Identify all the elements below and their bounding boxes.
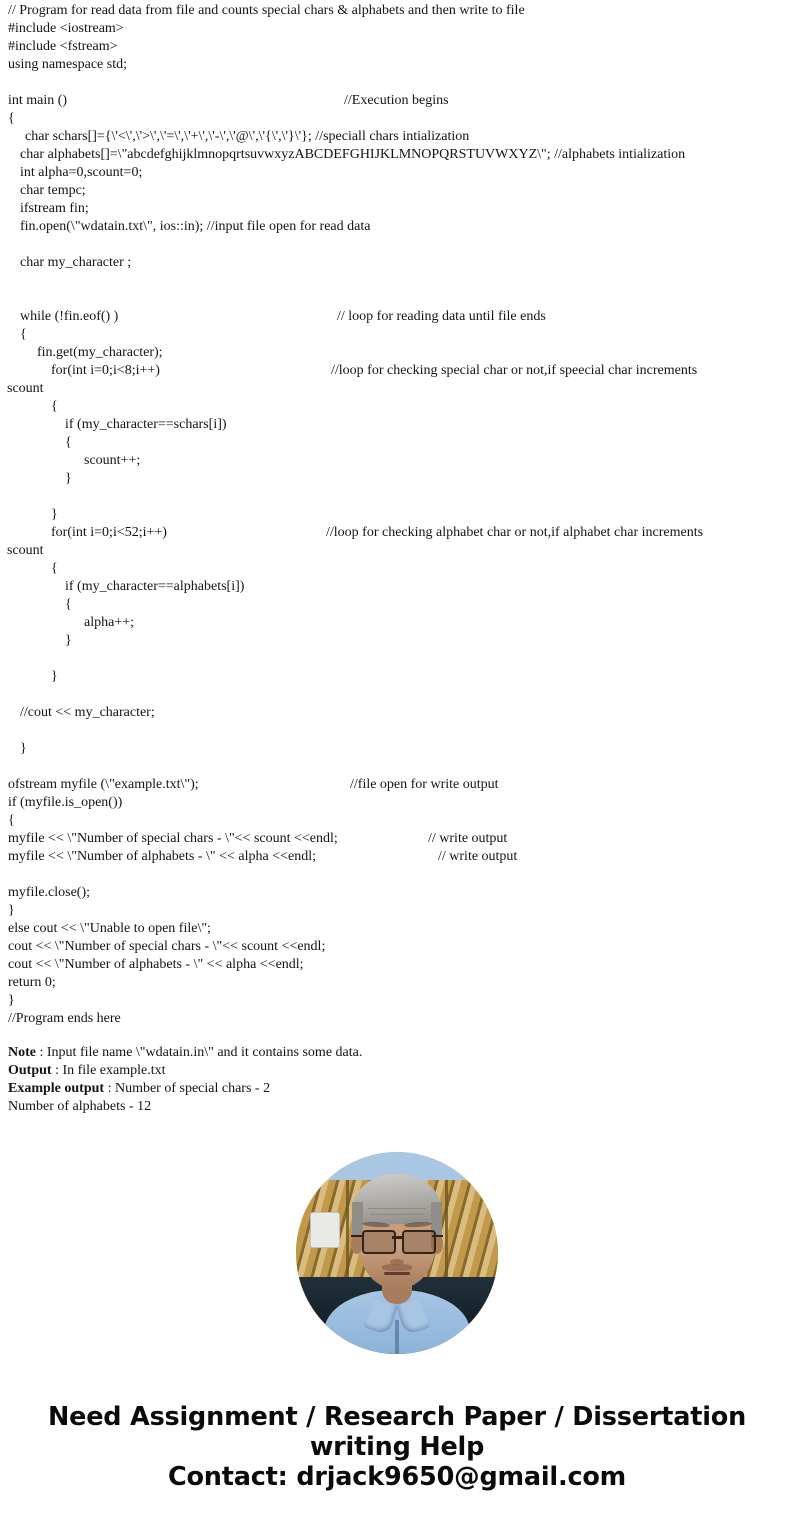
- code-text: using namespace std;: [8, 57, 127, 72]
- code-text: myfile << \"Number of special chars - \"<< scount <<endl;: [8, 831, 338, 846]
- photo-glasses-lens: [362, 1230, 396, 1254]
- code-comment: //file open for write output: [350, 777, 499, 792]
- code-line: [0, 758, 794, 776]
- code-line: [0, 884, 794, 902]
- code-line: [0, 362, 794, 380]
- code-text: if (my_character==alphabets[i]): [65, 579, 245, 594]
- code-text: }: [8, 903, 15, 918]
- code-line: [0, 524, 794, 542]
- code-comment: //Execution begins: [344, 93, 449, 108]
- code-comment: // write output: [438, 849, 518, 864]
- code-text: for(int i=0;i<8;i++): [51, 363, 160, 378]
- code-line: [0, 200, 794, 218]
- code-text: }: [65, 471, 72, 486]
- code-line: [0, 272, 794, 290]
- code-line: [0, 830, 794, 848]
- code-text: //Program ends here: [8, 1011, 121, 1026]
- note-line: [0, 1062, 794, 1080]
- photo-glasses-bridge: [392, 1236, 402, 1239]
- code-text: }: [51, 507, 58, 522]
- code-text: {: [65, 435, 72, 450]
- code-line: [0, 812, 794, 830]
- code-line: [0, 20, 794, 38]
- code-line: [0, 866, 794, 884]
- code-line: [0, 2, 794, 20]
- note-line: [0, 1098, 794, 1116]
- presenter-photo: [296, 1152, 498, 1354]
- code-line: [0, 578, 794, 596]
- code-text: fin.open(\"wdatain.txt\", ios::in); //input file open for read data: [20, 219, 371, 234]
- code-text: {: [51, 399, 58, 414]
- code-text: cout << \"Number of special chars - \"<< scount <<endl;: [8, 939, 326, 954]
- code-line: [0, 632, 794, 650]
- code-text: myfile << \"Number of alphabets - \" << alpha <<endl;: [8, 849, 317, 864]
- note-label: Output: [8, 1063, 52, 1078]
- code-line: [0, 488, 794, 506]
- code-line: [0, 920, 794, 938]
- code-comment: // write output: [428, 831, 508, 846]
- code-comment: //loop for checking special char or not,if speecial char increments: [331, 363, 698, 378]
- code-text: ifstream fin;: [20, 201, 89, 216]
- photo-switch-plate: [310, 1212, 340, 1248]
- code-text: scount++;: [84, 453, 141, 468]
- code-line: [0, 848, 794, 866]
- code-text: #include <iostream>: [8, 21, 124, 36]
- photo-glasses-lens: [402, 1230, 436, 1254]
- photo-glasses-temple: [432, 1235, 443, 1237]
- code-text: char schars[]={\'<\',\'>\',\'=\',\'+\',\'-\',\'@\',\'{\',\'}\'}; //speciall chars intialization: [25, 129, 470, 144]
- code-line: [0, 1010, 794, 1028]
- code-text: myfile.close();: [8, 885, 91, 900]
- code-line: [0, 308, 794, 326]
- note-label: Example output: [8, 1081, 105, 1096]
- code-line: [0, 38, 794, 56]
- code-line: [0, 956, 794, 974]
- code-line: [0, 938, 794, 956]
- code-text: int alpha=0,scount=0;: [20, 165, 143, 180]
- code-comment: // loop for reading data until file ends: [337, 309, 546, 324]
- code-text: for(int i=0;i<52;i++): [51, 525, 167, 540]
- code-comment: //loop for checking alphabet char or not,if alphabet char increments: [326, 525, 704, 540]
- note-label: Note: [8, 1045, 36, 1060]
- code-line: [0, 218, 794, 236]
- code-line: [0, 344, 794, 362]
- code-text: return 0;: [8, 975, 56, 990]
- code-line: [0, 614, 794, 632]
- note-text: Number of alphabets - 12: [8, 1099, 152, 1114]
- code-text: }: [20, 741, 27, 756]
- notes-section: [0, 1044, 794, 1116]
- code-text: {: [8, 813, 15, 828]
- code-line: [0, 434, 794, 452]
- code-text: else cout << \"Unable to open file\";: [8, 921, 211, 936]
- code-line: [0, 650, 794, 668]
- code-line: [0, 776, 794, 794]
- code-line: [0, 380, 794, 398]
- code-text: ofstream myfile (\"example.txt\");: [8, 777, 199, 792]
- note-text: : In file example.txt: [51, 1063, 166, 1078]
- code-text: char alphabets[]=\"abcdefghijklmnopqrtsuvwxyzABCDEFGHIJKLMNOPQRSTUVWXYZ\"; //alphabets intialization: [20, 147, 686, 162]
- code-line: [0, 542, 794, 560]
- code-line: [0, 326, 794, 344]
- code-line: [0, 110, 794, 128]
- code-line: [0, 704, 794, 722]
- code-line: [0, 290, 794, 308]
- code-text: if (my_character==schars[i]): [65, 417, 227, 432]
- photo-shirt-crease: [395, 1320, 399, 1354]
- code-text: cout << \"Number of alphabets - \" << alpha <<endl;: [8, 957, 304, 972]
- code-text: scount: [7, 543, 44, 558]
- code-text: alpha++;: [84, 615, 134, 630]
- footer-line-2: writing Help: [309, 1432, 485, 1462]
- code-line: [0, 596, 794, 614]
- code-line: [0, 128, 794, 146]
- footer-contact-email: Contact: drjack9650@gmail.com: [167, 1462, 627, 1492]
- note-text: : Input file name \"wdatain.in\" and it contains some data.: [36, 1045, 363, 1060]
- code-line: [0, 740, 794, 758]
- footer-line-1: Need Assignment / Research Paper / Dissertation: [47, 1402, 747, 1432]
- note-line: [0, 1080, 794, 1098]
- code-text: #include <fstream>: [8, 39, 118, 54]
- code-text: }: [51, 669, 58, 684]
- code-line: [0, 686, 794, 704]
- code-line: [0, 416, 794, 434]
- code-line: [0, 56, 794, 74]
- code-text: char tempc;: [20, 183, 86, 198]
- code-text: {: [65, 597, 72, 612]
- code-line: [0, 236, 794, 254]
- code-text: }: [8, 993, 15, 1008]
- code-line: [0, 902, 794, 920]
- code-line: [0, 452, 794, 470]
- code-line: [0, 164, 794, 182]
- code-line: [0, 794, 794, 812]
- photo-forehead-wrinkle: [370, 1214, 424, 1215]
- code-line: [0, 254, 794, 272]
- code-text: while (!fin.eof() ): [20, 309, 119, 324]
- code-text: {: [51, 561, 58, 576]
- code-text: char my_character ;: [20, 255, 132, 270]
- code-text: fin.get(my_character);: [37, 345, 163, 360]
- note-line: [0, 1044, 794, 1062]
- code-line: [0, 560, 794, 578]
- footer-banner: [0, 1402, 794, 1492]
- code-text: // Program for read data from file and counts special chars & alphabets and then write to file: [8, 3, 525, 18]
- photo-forehead-wrinkle: [368, 1208, 426, 1209]
- code-line: [0, 74, 794, 92]
- code-line: [0, 398, 794, 416]
- code-line: [0, 668, 794, 686]
- code-text: if (myfile.is_open()): [8, 795, 123, 810]
- photo-mustache-shadow: [382, 1264, 412, 1271]
- code-line: [0, 506, 794, 524]
- photo-mouth: [384, 1272, 410, 1275]
- note-text: : Number of special chars - 2: [104, 1081, 271, 1096]
- code-text: {: [8, 111, 15, 126]
- code-line: [0, 92, 794, 110]
- code-text: int main (): [8, 93, 68, 108]
- code-text: //cout << my_character;: [20, 705, 155, 720]
- code-text: }: [65, 633, 72, 648]
- code-line: [0, 146, 794, 164]
- code-line: [0, 470, 794, 488]
- code-line: [0, 182, 794, 200]
- code-text: scount: [7, 381, 44, 396]
- code-text: {: [20, 327, 27, 342]
- code-line: [0, 992, 794, 1010]
- code-line: [0, 974, 794, 992]
- photo-glasses-temple: [351, 1235, 362, 1237]
- code-line: [0, 722, 794, 740]
